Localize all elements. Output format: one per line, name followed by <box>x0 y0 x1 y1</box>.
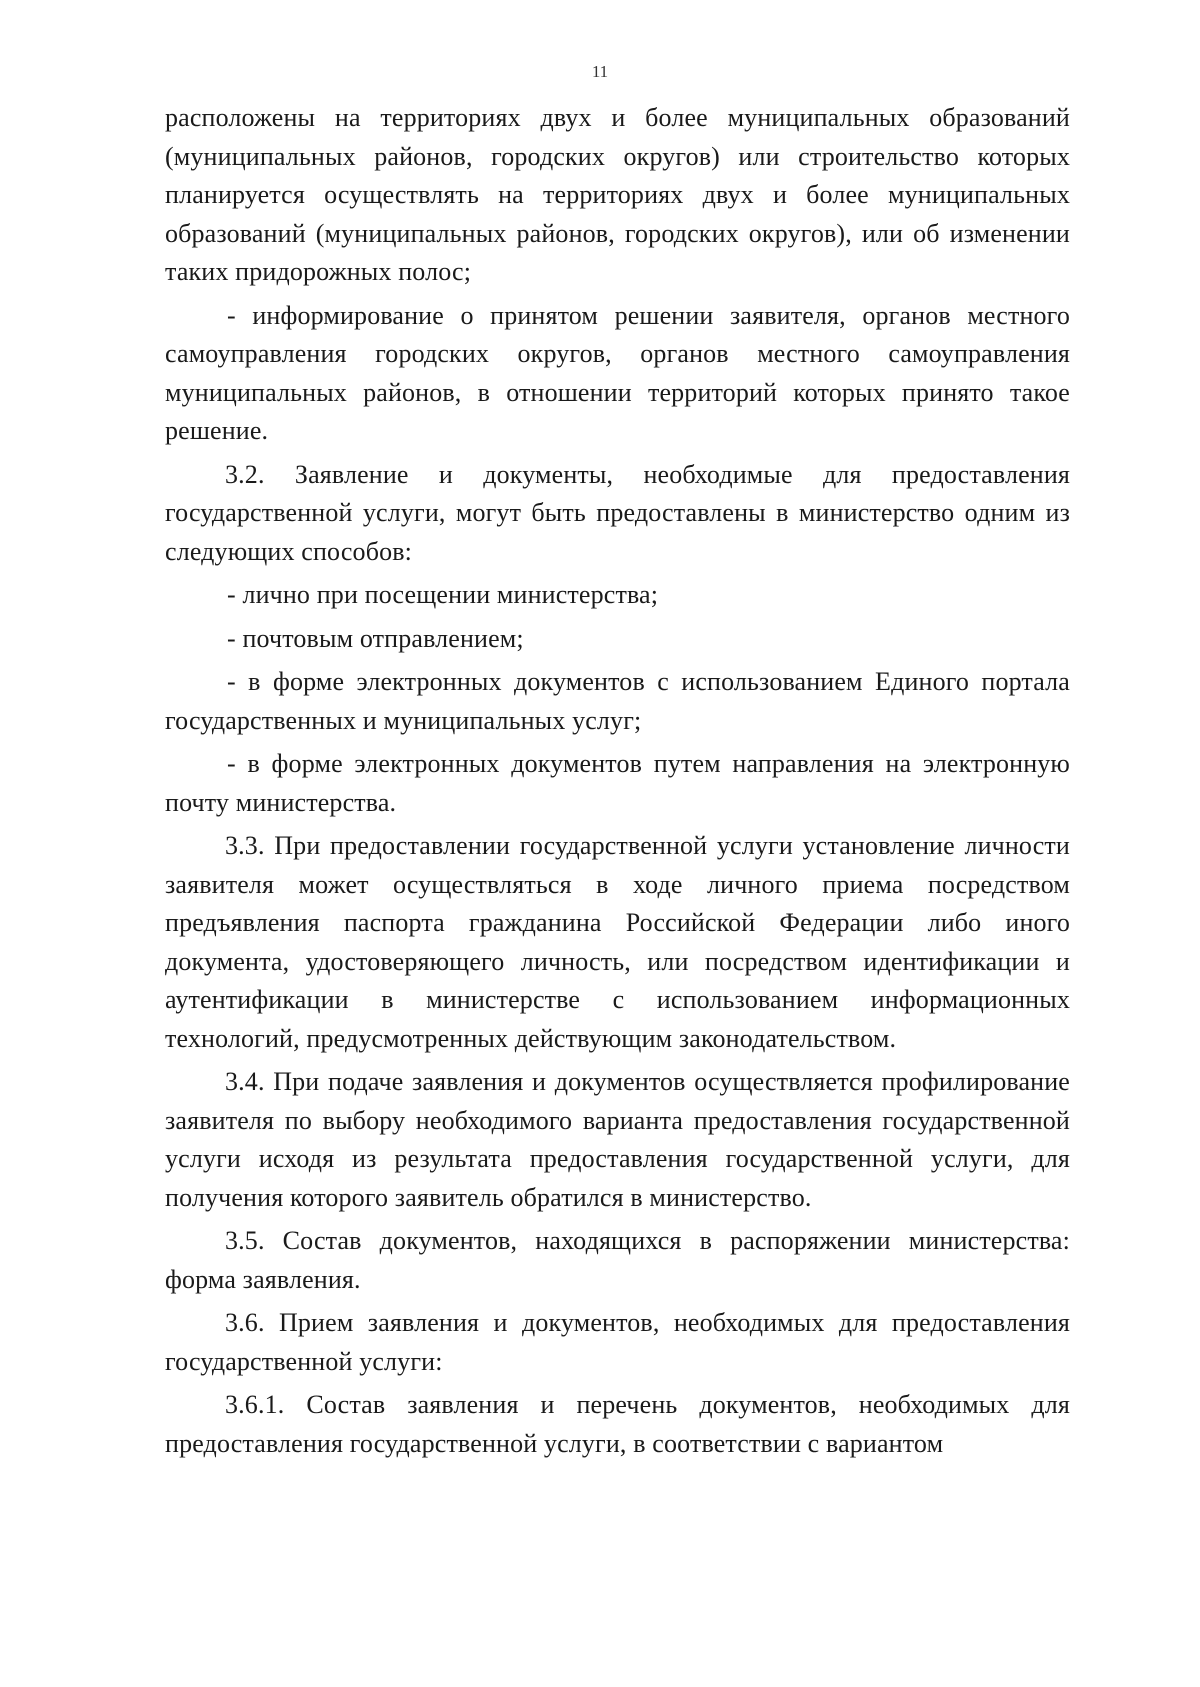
list-item-postal: - почтовым отправлением; <box>227 623 524 653</box>
paragraph-3-4: 3.4. При подаче заявления и документов осуществляется профилирование заявителя по выбору необходимого варианта предоставления государственной услуги исходя из результата предоставления государственной услуги, для получения которого заявитель обратился в министерство. <box>165 1067 1070 1212</box>
paragraph-3-5: 3.5. Состав документов, находящихся в распоряжении министерства: форма заявления. <box>165 1226 1070 1294</box>
paragraph-3-3: 3.3. При предоставлении государственной услуги установление личности заявителя может осуществляться в ходе личного приема посредством предъявления паспорта гражданина Российской Федерации либо иного документа, удостоверяющего личность, или посредством идентификации и аутентификации в министерстве с использованием информационных технологий, предусмотренных действующим законодательством. <box>165 831 1070 1053</box>
list-item-email: - в форме электронных документов путем направления на электронную почту министерства. <box>165 749 1070 817</box>
paragraph-informing: - информирование о принятом решении заявителя, органов местного самоуправления городских округов, органов местного самоуправления муниципальных районов, в отношении территорий которых принято такое решение. <box>165 300 1070 445</box>
paragraph-3-6: 3.6. Прием заявления и документов, необходимых для предоставления государственной услуги: <box>165 1308 1070 1376</box>
paragraph-3-6-1: 3.6.1. Состав заявления и перечень документов, необходимых для предоставления государственной услуги, в соответствии с вариантом <box>165 1390 1070 1458</box>
document-body <box>165 99 1070 1468</box>
list-item-in-person: - лично при посещении министерства; <box>227 580 659 609</box>
paragraph-continuation: расположены на территориях двух и более муниципальных образований (муниципальных районов, городских округов) или строительство которых планируется осуществлять на территориях двух и более муниципальных образований (муниципальных районов, городских округов), или об изменении таких придорожных полос; <box>165 103 1070 286</box>
paragraph-3-2: 3.2. Заявление и документы, необходимые для предоставления государственной услуги, могут быть предоставлены в министерство одним из следующих способов: <box>165 459 1070 566</box>
list-item-portal: - в форме электронных документов с использованием Единого портала государственных и муниципальных услуг; <box>165 667 1070 735</box>
page-number: 11 <box>591 62 609 81</box>
